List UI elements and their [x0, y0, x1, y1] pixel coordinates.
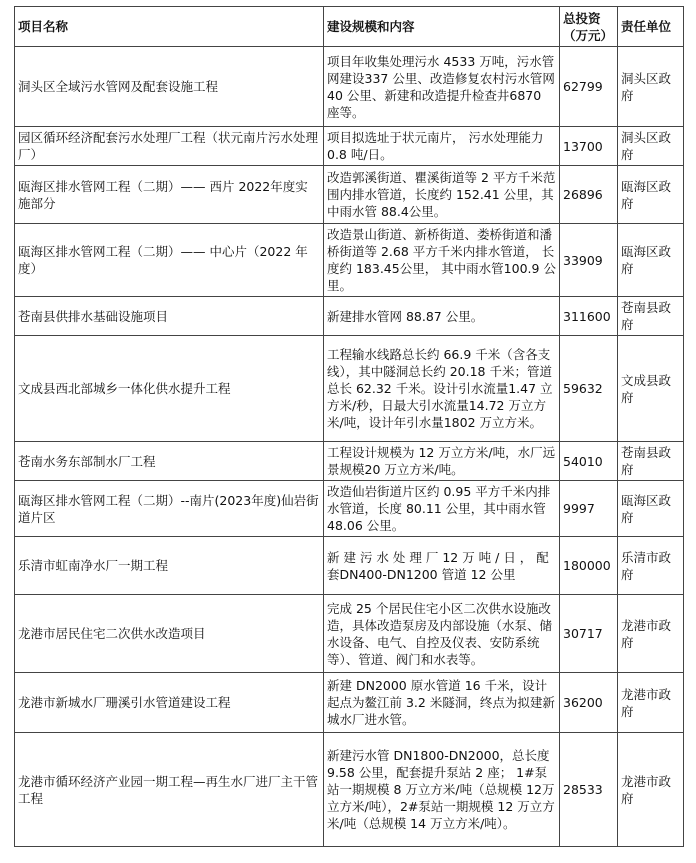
project-name-cell: 乐清市虹南净水厂一期工程: [15, 537, 324, 595]
project-table: [14, 6, 684, 847]
scope-cell: 改造景山街道、新桥街道、娄桥街道和潘桥街道等 2.68 平方千米内排水管道， 长度约 183.45公里， 其中雨水管100.9 公里。: [324, 224, 560, 297]
scope-cell: 完成 25 个居民住宅小区二次供水设施改造，具体改造泵房及内部设施（水泵、储水设备、电气、自控及仪表、安防系统等）、管道、阀门和水表等。: [324, 595, 560, 673]
scope-cell: 新建污水管 DN1800-DN2000，总长度9.58 公里，配套提升泵站 2 座； 1#泵站一期规模 8 万立方米/吨（总规模 12万立方米/吨），2#泵站一期规模 12 万立方米/吨（总规模 14 万立方米/吨）。: [324, 733, 560, 847]
responsible-unit-cell: 瓯海区政府: [618, 224, 684, 297]
table-row: [15, 733, 684, 847]
investment-cell: 54010: [560, 442, 618, 481]
table-row: [15, 595, 684, 673]
project-name-cell: 龙港市循环经济产业园一期工程—再生水厂进厂主干管工程: [15, 733, 324, 847]
table-row: [15, 224, 684, 297]
project-name-cell: 瓯海区排水管网工程（二期）--南片(2023年度)仙岩街道片区: [15, 481, 324, 537]
responsible-unit-cell: 乐清市政府: [618, 537, 684, 595]
scope-cell: 新建 DN2000 原水管道 16 千米，设计起点为鳌江前 3.2 米隧洞，终点为拟建新城水厂进水管。: [324, 673, 560, 733]
investment-cell: 13700: [560, 127, 618, 166]
scope-cell: 新建排水管网 88.87 公里。: [324, 297, 560, 336]
scope-cell: 工程设计规模为 12 万立方米/吨，水厂远景规模20 万立方米/吨。: [324, 442, 560, 481]
investment-cell: 26896: [560, 166, 618, 224]
header-scope: 建设规模和内容: [324, 7, 560, 47]
project-name-cell: 苍南水务东部制水厂工程: [15, 442, 324, 481]
table-header-row: [15, 7, 684, 47]
header-investment: 总投资（万元）: [560, 7, 618, 47]
table-row: [15, 127, 684, 166]
responsible-unit-cell: 瓯海区政府: [618, 166, 684, 224]
header-project-name: 项目名称: [15, 7, 324, 47]
project-name-cell: 瓯海区排水管网工程（二期）—— 中心片（2022 年度）: [15, 224, 324, 297]
investment-cell: 62799: [560, 47, 618, 127]
responsible-unit-cell: 龙港市政府: [618, 673, 684, 733]
investment-cell: 311600: [560, 297, 618, 336]
table-row: [15, 481, 684, 537]
project-name-cell: 园区循环经济配套污水处理厂工程（状元南片污水处理厂）: [15, 127, 324, 166]
table-row: [15, 537, 684, 595]
project-name-cell: 龙港市居民住宅二次供水改造项目: [15, 595, 324, 673]
scope-cell: 项目年收集处理污水 4533 万吨，污水管网建设337 公里、改造修复农村污水管网 40 公里、新建和改造提升检查井6870 座等。: [324, 47, 560, 127]
table-row: [15, 442, 684, 481]
responsible-unit-cell: 瓯海区政府: [618, 481, 684, 537]
responsible-unit-cell: 洞头区政府: [618, 127, 684, 166]
investment-cell: 28533: [560, 733, 618, 847]
project-name-cell: 文成县西北部城乡一体化供水提升工程: [15, 336, 324, 442]
project-name-cell: 苍南县供排水基础设施项目: [15, 297, 324, 336]
table-row: [15, 297, 684, 336]
table-row: [15, 166, 684, 224]
project-name-cell: 瓯海区排水管网工程（二期）—— 西片 2022年度实施部分: [15, 166, 324, 224]
responsible-unit-cell: 苍南县政府: [618, 297, 684, 336]
scope-cell: 项目拟选址于状元南片， 污水处理能力 0.8 吨/日。: [324, 127, 560, 166]
scope-cell: 改造仙岩街道片区约 0.95 平方千米内排水管道，长度 80.11 公里，其中雨水管 48.06 公里。: [324, 481, 560, 537]
responsible-unit-cell: 洞头区政府: [618, 47, 684, 127]
investment-cell: 33909: [560, 224, 618, 297]
responsible-unit-cell: 文成县政府: [618, 336, 684, 442]
investment-cell: 180000: [560, 537, 618, 595]
table-body: [15, 47, 684, 847]
investment-cell: 59632: [560, 336, 618, 442]
investment-cell: 30717: [560, 595, 618, 673]
investment-cell: 9997: [560, 481, 618, 537]
project-name-cell: 龙港市新城水厂珊溪引水管道建设工程: [15, 673, 324, 733]
table-row: [15, 336, 684, 442]
table-row: [15, 673, 684, 733]
table-row: [15, 47, 684, 127]
project-name-cell: 洞头区全域污水管网及配套设施工程: [15, 47, 324, 127]
investment-cell: 36200: [560, 673, 618, 733]
responsible-unit-cell: 龙港市政府: [618, 595, 684, 673]
header-responsible-unit: 责任单位: [618, 7, 684, 47]
scope-cell: 工程输水线路总长约 66.9 千米（含各支线），其中隧洞总长约 20.18 千米；管道总长 62.32 千米。设计引水流量1.47 立方米/秒，日最大引水流量14.72 万立方米/吨，设计年引水量1802 万立方米。: [324, 336, 560, 442]
scope-cell: 新 建 污 水 处 理 厂 12 万 吨 / 日 ， 配 套DN400-DN1200 管道 12 公里: [324, 537, 560, 595]
responsible-unit-cell: 苍南县政府: [618, 442, 684, 481]
responsible-unit-cell: 龙港市政府: [618, 733, 684, 847]
scope-cell: 改造郭溪街道、瞿溪街道等 2 平方千米范围内排水管道，长度约 152.41 公里，其中雨水管 88.4公里。: [324, 166, 560, 224]
